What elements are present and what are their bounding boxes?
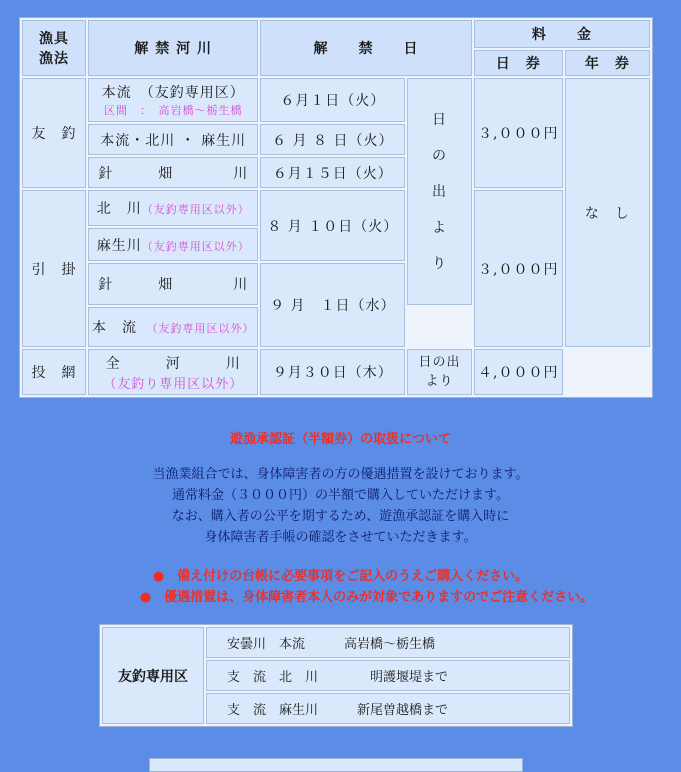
method-header [22,20,86,76]
year-ticket-none: な し [565,78,650,347]
river-name: 本流 （友釣専用区） [101,85,245,101]
fishing-season-table [19,17,653,398]
day-ticket-header: 日 券 [474,50,563,76]
next-panel [149,758,523,772]
ayu-zone-table [99,624,573,727]
sunrise-char: よ [431,219,447,236]
river-cell [88,190,258,226]
river-section-note: （友釣専用区以外） [141,239,250,253]
year-ticket-header: 年 券 [565,50,650,76]
notice-bullet [0,566,681,587]
day-ticket-fee: ３,０００円 [474,190,563,347]
fee-header: 料 金 [474,20,650,48]
river-section-note: （友釣り専用区以外） [103,376,244,392]
river-section-note: （友釣専用区以外） [141,203,250,216]
day-ticket-fee: ３,０００円 [474,78,563,188]
open-date: ８ 月 １０日（火） [260,190,405,261]
zone-label: 友釣専用区 [102,627,204,724]
river-section-note: （友釣専用区以外） [151,322,255,335]
notice-body [0,464,681,548]
river-name: 針 畑 川 [88,157,258,188]
notice-line: 通常料金（３０００円）の半額で購入していただけます。 [172,488,509,503]
bullet-dot-icon: ● [139,590,152,605]
notice-title: 遊漁承認証（半額券）の取扱について [230,432,451,447]
river-cell [88,78,258,122]
notice-bullets [0,566,681,608]
method-header-line1: 漁具 [39,31,70,47]
sunrise-char: り [431,255,447,272]
notice-line: なお、購入者の公平を期するため、遊漁承認証を購入時に [171,509,510,524]
sunrise-char: 日 [431,111,447,128]
open-date: ６月１日（火） [260,78,405,122]
notice-bullet-text: 優遇措置は、身体障害者本人のみが対象でありますのでご注意ください。 [164,590,594,605]
open-date: ６ 月 ８ 日（火） [260,124,405,155]
river-name: 本流・北川 ・ 麻生川 [88,124,258,155]
river-name: 針 畑 川 [88,263,258,305]
open-date: ９ 月 １日（水） [260,263,405,347]
zone-row: 支 流 麻生川 新尾曽越橋まで [206,693,570,724]
notice-line: 当漁業組合では、身体障害者の方の優遇措置を設けております。 [152,467,529,482]
sunrise-start-line2: より [425,374,454,389]
river-section-note: 区間 ： 高岩橋～栃生橋 [103,104,243,117]
bullet-dot-icon: ● [152,569,165,584]
zone-row: 支 流 北 川 明護堰堤まで [206,660,570,691]
river-name: 本 流 [91,320,137,336]
river-header: 解 禁 河 川 [88,20,258,76]
river-name: 北 川 [96,201,142,217]
zone-row: 安曇川 本流 高岩橋～栃生橋 [206,627,570,658]
sunrise-start-line1: 日の出 [418,355,461,370]
method-hikkake: 引 掛 [22,190,86,347]
notice-bullet [0,587,681,608]
sunrise-start [407,349,471,395]
sunrise-vertical [407,78,471,305]
notice-line: 身体障害者手帳の確認をさせていただきます。 [204,530,477,545]
river-cell [88,349,258,395]
method-header-line2: 漁法 [39,51,70,67]
river-cell [88,228,258,261]
river-name: 麻生川 [96,237,142,254]
open-date-header: 解 禁 日 [260,20,471,76]
sunrise-char: の [431,147,447,164]
river-name: 全 河 川 [105,355,241,372]
sunrise-char: 出 [431,183,447,200]
notice-bullet-text: 備え付けの台帳に必要事項をご記入のうえご購入ください。 [177,569,529,584]
method-toami: 投 網 [22,349,86,395]
method-ayu: 友 釣 [22,78,86,188]
river-cell [88,307,258,347]
open-date: ６月１５日（火） [260,157,405,188]
open-date: ９月３０日（木） [260,349,405,395]
day-ticket-fee: ４,０００円 [474,349,563,395]
